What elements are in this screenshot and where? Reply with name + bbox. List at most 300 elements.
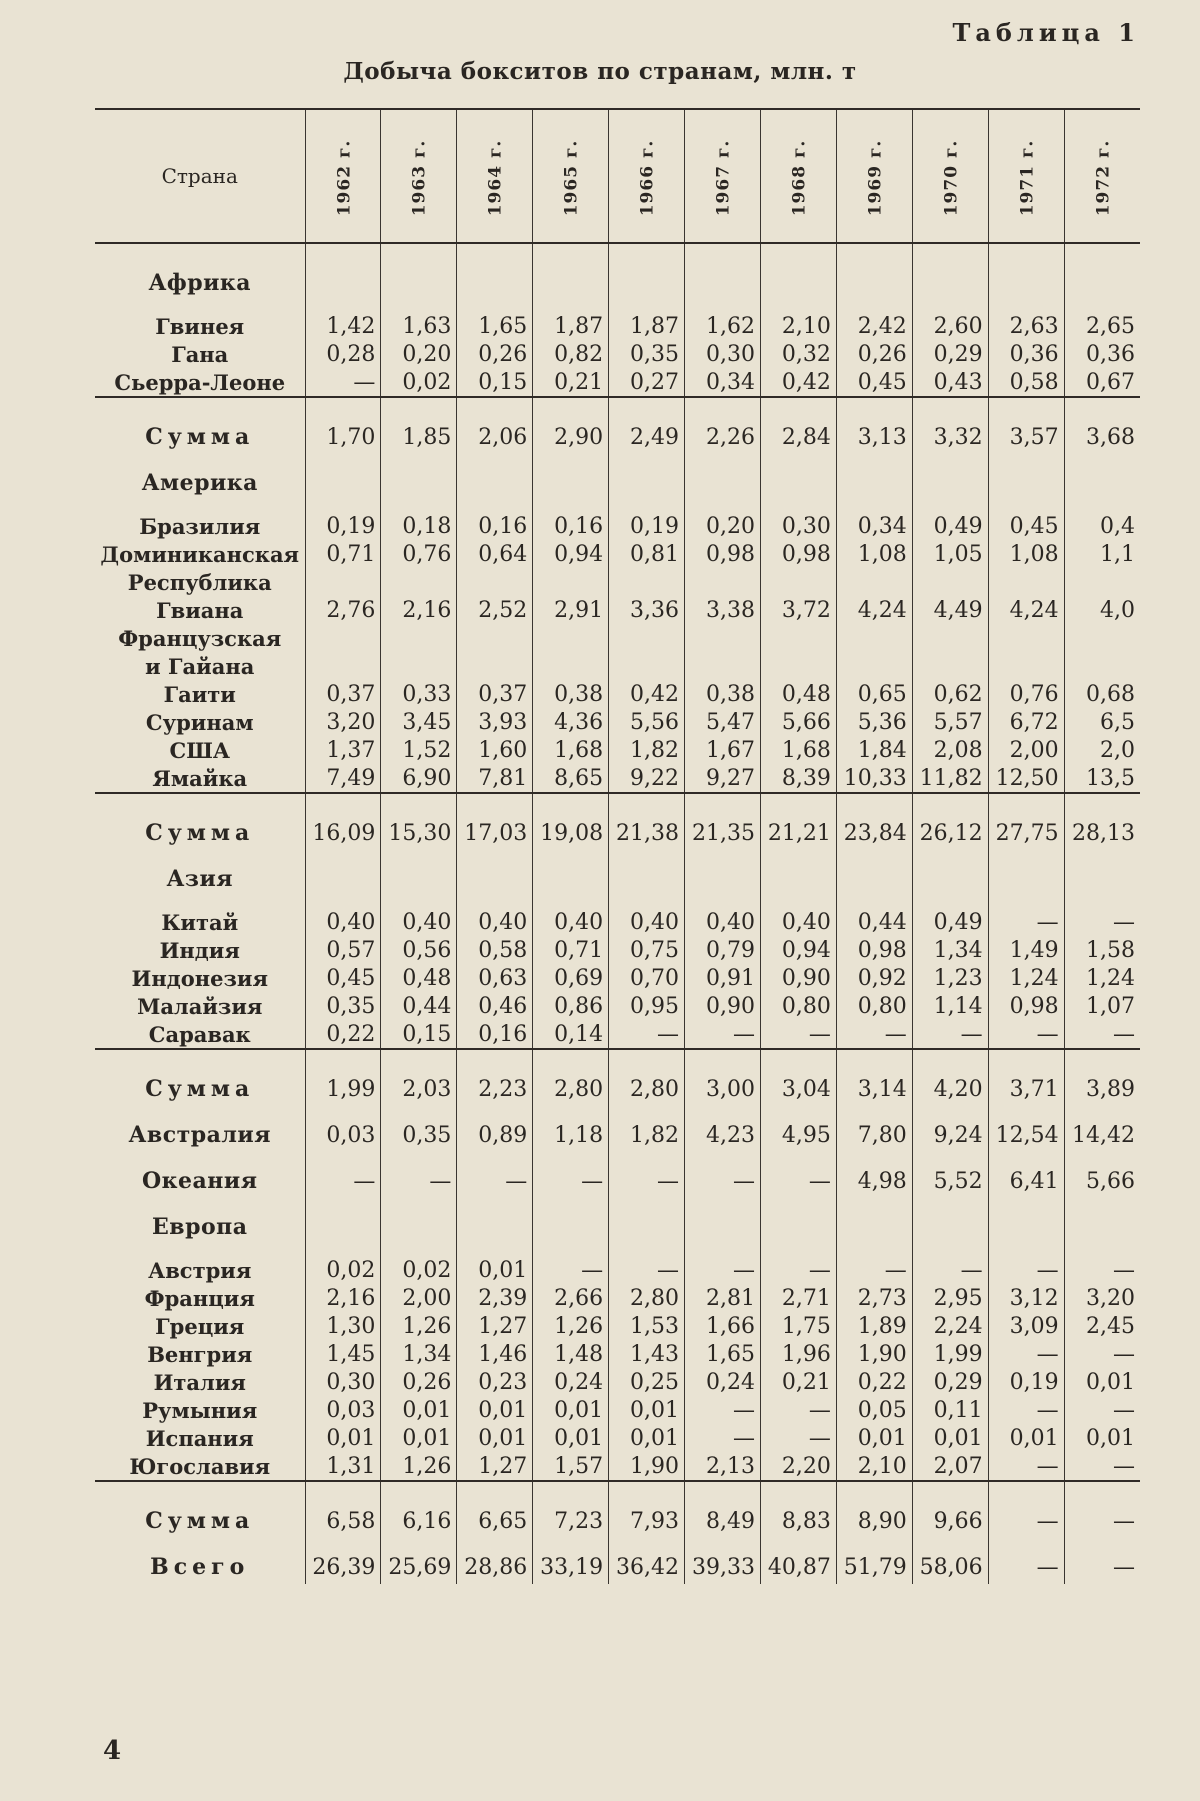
value-cell: 1,82 <box>609 736 685 764</box>
region-row <box>95 1118 1140 1152</box>
spacer-cell <box>609 1106 685 1118</box>
value-cell: 0,22 <box>305 1020 381 1049</box>
value-cell: 5,47 <box>685 708 761 736</box>
spacer-cell <box>760 1049 836 1072</box>
value-cell: 0,30 <box>305 1368 381 1396</box>
value-cell: 0,94 <box>760 936 836 964</box>
spacer-cell <box>533 896 609 908</box>
value-cell <box>760 652 836 680</box>
value-cell: — <box>988 1396 1064 1424</box>
value-cell: 4,24 <box>988 596 1064 624</box>
value-cell: 1,30 <box>305 1312 381 1340</box>
country-name: Югославия <box>129 1453 271 1479</box>
sum-label: Сумма <box>145 1076 255 1102</box>
spacer-cell <box>760 454 836 466</box>
spacer-cell <box>305 1106 381 1118</box>
value-cell: — <box>457 1164 533 1198</box>
spacer-cell <box>760 243 836 266</box>
value-cell: — <box>305 368 381 397</box>
spacer-cell <box>533 300 609 312</box>
value-cell: 0,24 <box>685 1368 761 1396</box>
value-cell: 0,19 <box>988 1368 1064 1396</box>
value-cell: — <box>836 1020 912 1049</box>
spacer-cell <box>912 500 988 512</box>
spacer-cell <box>95 243 305 266</box>
value-cell: — <box>912 1256 988 1284</box>
value-cell: 0,40 <box>685 908 761 936</box>
value-cell: 21,21 <box>760 816 836 850</box>
value-cell: 0,79 <box>685 936 761 964</box>
spacer-cell <box>457 1049 533 1072</box>
spacer-cell <box>685 1244 761 1256</box>
spacer-cell <box>609 1049 685 1072</box>
spacer-cell <box>381 397 457 420</box>
value-cell: 2,76 <box>305 596 381 624</box>
value-cell: 21,38 <box>609 816 685 850</box>
value-cell: 0,38 <box>685 680 761 708</box>
value-cell: 0,71 <box>305 540 381 568</box>
spacer-cell <box>685 454 761 466</box>
value-cell: — <box>609 1164 685 1198</box>
country-name: Гана <box>171 341 229 367</box>
spacer-row <box>95 1152 1140 1164</box>
spacer-cell <box>988 243 1064 266</box>
value-cell: — <box>533 1164 609 1198</box>
value-cell: — <box>1064 1504 1140 1538</box>
value-cell: 0,94 <box>533 540 609 568</box>
value-cell <box>836 266 912 300</box>
value-cell: 0,16 <box>457 512 533 540</box>
value-cell <box>988 266 1064 300</box>
value-cell: 0,58 <box>457 936 533 964</box>
spacer-cell <box>95 850 305 862</box>
value-cell: — <box>381 1164 457 1198</box>
value-cell <box>685 1210 761 1244</box>
spacer-cell <box>609 1538 685 1550</box>
value-cell: 0,18 <box>381 512 457 540</box>
value-cell: 8,39 <box>760 764 836 793</box>
spacer-cell <box>836 500 912 512</box>
table-row <box>95 736 1140 764</box>
value-cell: — <box>836 1256 912 1284</box>
spacer-cell <box>457 896 533 908</box>
spacer-cell <box>685 243 761 266</box>
value-cell: 2,90 <box>533 420 609 454</box>
header-year <box>988 109 1064 243</box>
value-cell: 4,98 <box>836 1164 912 1198</box>
value-cell: 0,21 <box>533 368 609 397</box>
value-cell: 8,90 <box>836 1504 912 1538</box>
value-cell: 7,93 <box>609 1504 685 1538</box>
spacer-cell <box>836 454 912 466</box>
sum-label: Сумма <box>145 1508 255 1534</box>
country-name: США <box>169 737 230 763</box>
value-cell <box>1064 466 1140 500</box>
value-cell: 1,48 <box>533 1340 609 1368</box>
header-country: Страна <box>95 109 305 243</box>
country-name: Китай <box>161 909 239 935</box>
sum-row <box>95 816 1140 850</box>
value-cell: 0,92 <box>836 964 912 992</box>
value-cell <box>305 624 381 652</box>
spacer-cell <box>836 1244 912 1256</box>
spacer-cell <box>305 300 381 312</box>
value-cell: 0,46 <box>457 992 533 1020</box>
table-row <box>95 1396 1140 1424</box>
spacer-cell <box>988 1106 1064 1118</box>
country-name: Малайзия <box>137 993 263 1019</box>
header-year <box>836 109 912 243</box>
value-cell: 0,01 <box>912 1424 988 1452</box>
value-cell: 51,79 <box>836 1550 912 1584</box>
year-label: 1971 г. <box>1016 139 1037 216</box>
spacer-row <box>95 1538 1140 1550</box>
value-cell: 0,82 <box>533 340 609 368</box>
value-cell: 7,80 <box>836 1118 912 1152</box>
value-cell: 2,0 <box>1064 736 1140 764</box>
spacer-cell <box>95 1244 305 1256</box>
country-name: и Гайана <box>145 653 255 679</box>
value-cell: 0,20 <box>381 340 457 368</box>
value-cell: — <box>1064 908 1140 936</box>
spacer-cell <box>305 1152 381 1164</box>
country-name: Гвиана <box>156 597 244 623</box>
table-row <box>95 624 1140 652</box>
spacer-cell <box>760 300 836 312</box>
value-cell: — <box>1064 1020 1140 1049</box>
spacer-cell <box>609 1198 685 1210</box>
spacer-cell <box>533 243 609 266</box>
spacer-cell <box>305 850 381 862</box>
value-cell: 3,20 <box>305 708 381 736</box>
value-cell: 3,09 <box>988 1312 1064 1340</box>
value-cell: 2,39 <box>457 1284 533 1312</box>
spacer-cell <box>988 793 1064 816</box>
spacer-cell <box>305 243 381 266</box>
spacer-cell <box>685 1481 761 1504</box>
value-cell: 1,14 <box>912 992 988 1020</box>
value-cell <box>912 1210 988 1244</box>
value-cell <box>533 466 609 500</box>
value-cell <box>457 466 533 500</box>
value-cell: 5,66 <box>1064 1164 1140 1198</box>
spacer-cell <box>685 300 761 312</box>
value-cell: 3,71 <box>988 1072 1064 1106</box>
value-cell: 0,65 <box>836 680 912 708</box>
value-cell: — <box>685 1424 761 1452</box>
country-name: Венгрия <box>147 1341 253 1367</box>
value-cell: 3,20 <box>1064 1284 1140 1312</box>
spacer-cell <box>912 1198 988 1210</box>
year-label: 1966 г. <box>637 139 658 216</box>
value-cell: 1,49 <box>988 936 1064 964</box>
spacer-cell <box>533 1152 609 1164</box>
value-cell: 2,08 <box>912 736 988 764</box>
value-cell: 2,73 <box>836 1284 912 1312</box>
value-cell <box>457 862 533 896</box>
spacer-cell <box>533 454 609 466</box>
spacer-cell <box>988 397 1064 420</box>
value-cell <box>533 266 609 300</box>
value-cell: 0,01 <box>988 1424 1064 1452</box>
spacer-cell <box>912 1049 988 1072</box>
value-cell <box>760 1210 836 1244</box>
spacer-cell <box>685 1538 761 1550</box>
value-cell <box>988 624 1064 652</box>
value-cell: 0,44 <box>836 908 912 936</box>
bauxite-production-table <box>95 108 1140 1584</box>
value-cell: 0,90 <box>685 992 761 1020</box>
spacer-cell <box>381 1538 457 1550</box>
year-label: 1963 г. <box>409 139 430 216</box>
value-cell: — <box>1064 1340 1140 1368</box>
value-cell: 3,38 <box>685 596 761 624</box>
value-cell: 0,76 <box>988 680 1064 708</box>
value-cell: 5,56 <box>609 708 685 736</box>
value-cell: 0,49 <box>912 908 988 936</box>
value-cell <box>381 652 457 680</box>
value-cell: 1,96 <box>760 1340 836 1368</box>
value-cell <box>760 862 836 896</box>
value-cell: 1,45 <box>305 1340 381 1368</box>
year-label: 1970 г. <box>941 139 962 216</box>
value-cell: 2,06 <box>457 420 533 454</box>
table-row <box>95 540 1140 568</box>
spacer-cell <box>381 793 457 816</box>
value-cell: 0,01 <box>533 1424 609 1452</box>
value-cell <box>609 466 685 500</box>
value-cell: 0,26 <box>836 340 912 368</box>
value-cell: 1,87 <box>609 312 685 340</box>
value-cell: 0,36 <box>988 340 1064 368</box>
value-cell: 36,42 <box>609 1550 685 1584</box>
value-cell <box>381 466 457 500</box>
value-cell: 8,83 <box>760 1504 836 1538</box>
value-cell: 1,27 <box>457 1312 533 1340</box>
value-cell: — <box>912 1020 988 1049</box>
value-cell: 8,49 <box>685 1504 761 1538</box>
spacer-cell <box>457 397 533 420</box>
value-cell <box>685 266 761 300</box>
value-cell: 2,95 <box>912 1284 988 1312</box>
table-row <box>95 512 1140 540</box>
value-cell: 2,63 <box>988 312 1064 340</box>
value-cell: 0,01 <box>457 1396 533 1424</box>
value-cell: 39,33 <box>685 1550 761 1584</box>
spacer-cell <box>1064 1244 1140 1256</box>
spacer-cell <box>836 1106 912 1118</box>
spacer-cell <box>457 1198 533 1210</box>
spacer-cell <box>760 793 836 816</box>
region-label: Азия <box>166 866 234 892</box>
value-cell: 0,27 <box>609 368 685 397</box>
value-cell: 0,4 <box>1064 512 1140 540</box>
value-cell: 1,67 <box>685 736 761 764</box>
value-cell: 0,34 <box>836 512 912 540</box>
spacer-cell <box>912 397 988 420</box>
value-cell: 1,42 <box>305 312 381 340</box>
spacer-cell <box>305 1049 381 1072</box>
value-cell: 1,87 <box>533 312 609 340</box>
spacer-cell <box>609 850 685 862</box>
country-name: Италия <box>153 1369 246 1395</box>
spacer-cell <box>912 1244 988 1256</box>
value-cell: — <box>685 1256 761 1284</box>
value-cell: 0,80 <box>760 992 836 1020</box>
spacer-cell <box>381 243 457 266</box>
spacer-cell <box>836 397 912 420</box>
spacer-cell <box>988 1244 1064 1256</box>
value-cell <box>912 624 988 652</box>
value-cell <box>988 568 1064 596</box>
value-cell: 40,87 <box>760 1550 836 1584</box>
value-cell: 2,65 <box>1064 312 1140 340</box>
value-cell: — <box>1064 1396 1140 1424</box>
spacer-cell <box>381 896 457 908</box>
value-cell: 0,03 <box>305 1396 381 1424</box>
spacer-cell <box>1064 1481 1140 1504</box>
spacer-cell <box>685 397 761 420</box>
value-cell: 23,84 <box>836 816 912 850</box>
spacer-cell <box>381 1106 457 1118</box>
value-cell <box>685 862 761 896</box>
spacer-cell <box>836 793 912 816</box>
spacer-cell <box>836 1538 912 1550</box>
value-cell: 2,80 <box>609 1072 685 1106</box>
value-cell <box>836 652 912 680</box>
value-cell <box>1064 624 1140 652</box>
value-cell: 1,65 <box>457 312 533 340</box>
value-cell: 1,60 <box>457 736 533 764</box>
value-cell: 0,64 <box>457 540 533 568</box>
value-cell: — <box>760 1256 836 1284</box>
value-cell: 0,02 <box>381 1256 457 1284</box>
year-label: 1967 г. <box>713 139 734 216</box>
value-cell: 0,15 <box>457 368 533 397</box>
value-cell: 2,24 <box>912 1312 988 1340</box>
value-cell: 0,98 <box>988 992 1064 1020</box>
value-cell: 1,75 <box>760 1312 836 1340</box>
value-cell <box>1064 862 1140 896</box>
value-cell: 0,58 <box>988 368 1064 397</box>
value-cell: 5,57 <box>912 708 988 736</box>
value-cell: 0,86 <box>533 992 609 1020</box>
region-label: Европа <box>152 1214 248 1240</box>
value-cell: 3,68 <box>1064 420 1140 454</box>
spacer-cell <box>685 1152 761 1164</box>
value-cell: 2,80 <box>533 1072 609 1106</box>
value-cell: 1,26 <box>381 1452 457 1481</box>
value-cell: 0,40 <box>609 908 685 936</box>
spacer-cell <box>609 793 685 816</box>
value-cell: 28,86 <box>457 1550 533 1584</box>
value-cell <box>760 624 836 652</box>
value-cell: 10,33 <box>836 764 912 793</box>
value-cell: 0,69 <box>533 964 609 992</box>
spacer-cell <box>533 1106 609 1118</box>
value-cell: 26,12 <box>912 816 988 850</box>
value-cell: 6,90 <box>381 764 457 793</box>
value-cell: 0,35 <box>609 340 685 368</box>
value-cell: — <box>609 1020 685 1049</box>
value-cell: 2,03 <box>381 1072 457 1106</box>
value-cell: 0,35 <box>305 992 381 1020</box>
value-cell: 3,72 <box>760 596 836 624</box>
spacer-cell <box>836 300 912 312</box>
country-name: Испания <box>145 1425 254 1451</box>
value-cell <box>533 568 609 596</box>
table-row <box>95 1452 1140 1481</box>
table-row <box>95 596 1140 624</box>
spacer-cell <box>912 793 988 816</box>
value-cell: 1,90 <box>836 1340 912 1368</box>
total-label: Всего <box>150 1554 250 1580</box>
spacer-cell <box>457 300 533 312</box>
value-cell <box>1064 266 1140 300</box>
value-cell: 2,10 <box>836 1452 912 1481</box>
spacer-cell <box>457 243 533 266</box>
spacer-row <box>95 1049 1140 1072</box>
table-row <box>95 1284 1140 1312</box>
value-cell <box>988 1210 1064 1244</box>
country-name: Гаити <box>163 681 236 707</box>
value-cell: 6,72 <box>988 708 1064 736</box>
value-cell: 2,49 <box>609 420 685 454</box>
spacer-cell <box>457 454 533 466</box>
spacer-cell <box>95 1049 305 1072</box>
value-cell: 0,01 <box>1064 1424 1140 1452</box>
page-number: 4 <box>103 1736 122 1766</box>
region-label: Океания <box>142 1168 258 1194</box>
value-cell <box>457 568 533 596</box>
spacer-cell <box>836 1481 912 1504</box>
region-label: Африка <box>148 270 252 296</box>
value-cell: 3,04 <box>760 1072 836 1106</box>
value-cell: 9,24 <box>912 1118 988 1152</box>
value-cell: 1,65 <box>685 1340 761 1368</box>
value-cell <box>609 862 685 896</box>
value-cell: — <box>760 1020 836 1049</box>
value-cell <box>685 624 761 652</box>
value-cell <box>685 568 761 596</box>
value-cell: — <box>305 1164 381 1198</box>
spacer-cell <box>609 243 685 266</box>
spacer-cell <box>760 397 836 420</box>
value-cell: 0,45 <box>305 964 381 992</box>
value-cell: 25,69 <box>381 1550 457 1584</box>
value-cell: 15,30 <box>381 816 457 850</box>
value-cell: 0,89 <box>457 1118 533 1152</box>
total-row <box>95 1550 1140 1584</box>
value-cell: — <box>685 1164 761 1198</box>
value-cell: 0,57 <box>305 936 381 964</box>
value-cell: 0,01 <box>381 1396 457 1424</box>
spacer-cell <box>685 793 761 816</box>
value-cell: 1,66 <box>685 1312 761 1340</box>
spacer-cell <box>457 500 533 512</box>
value-cell: — <box>760 1424 836 1452</box>
value-cell: 4,0 <box>1064 596 1140 624</box>
spacer-cell <box>381 1152 457 1164</box>
table-row <box>95 340 1140 368</box>
value-cell: 3,12 <box>988 1284 1064 1312</box>
spacer-cell <box>685 1049 761 1072</box>
country-name: Саравак <box>148 1021 251 1047</box>
region-row <box>95 266 1140 300</box>
value-cell: 9,22 <box>609 764 685 793</box>
value-cell: 0,38 <box>533 680 609 708</box>
value-cell: 3,93 <box>457 708 533 736</box>
